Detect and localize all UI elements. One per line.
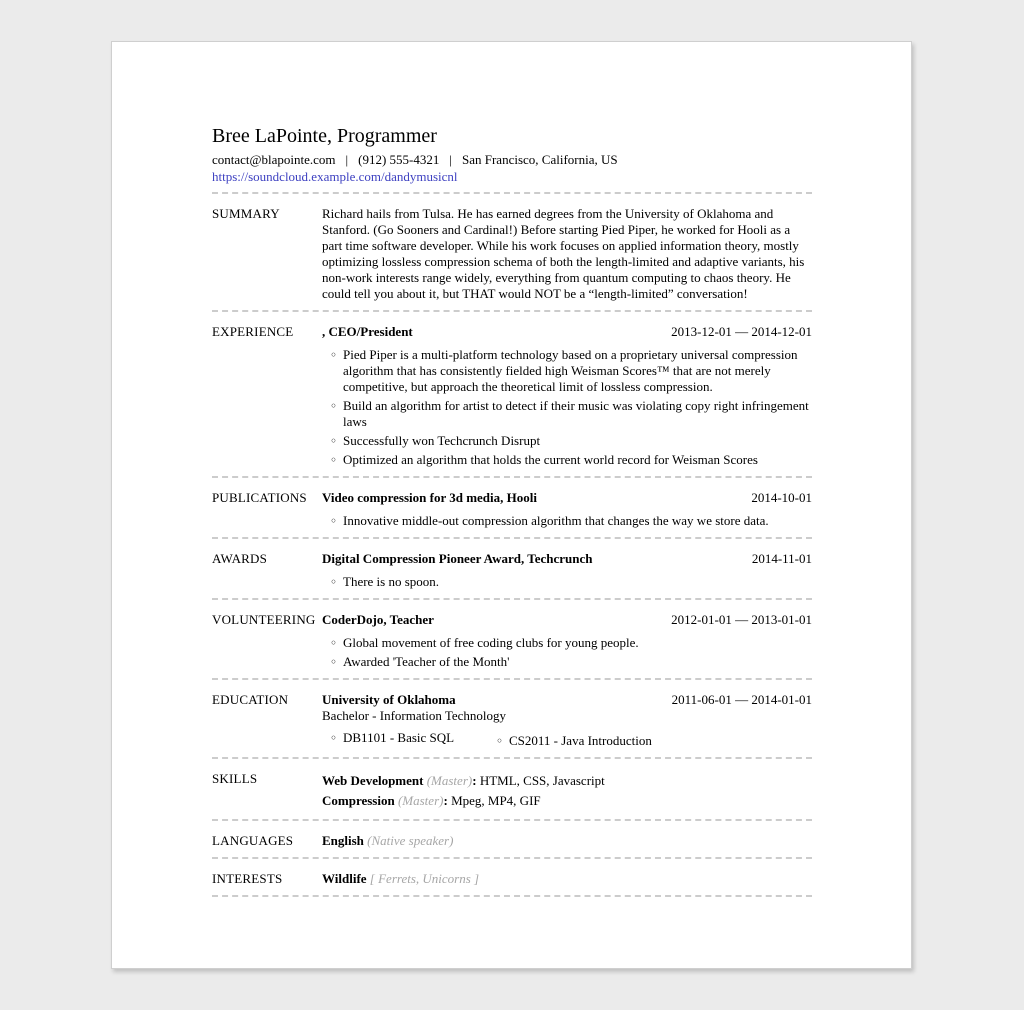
bullet-text: Global movement of free coding clubs for young people. [343, 635, 639, 650]
award-title: Digital Compression Pioneer Award, Techcrunch [322, 551, 593, 566]
education-title-row [322, 692, 812, 708]
circle-bullet-icon: ◦ [330, 514, 338, 528]
circle-bullet-icon: ◦ [330, 399, 338, 413]
section-label-summary: SUMMARY [212, 206, 280, 221]
section-volunteering [212, 600, 812, 678]
list-item [322, 635, 812, 651]
bullet-text: Optimized an algorithm that holds the current world record for Weisman Scores [343, 452, 758, 467]
section-interests [212, 859, 812, 895]
resume-header [212, 125, 812, 186]
skill-keywords: HTML, CSS, Javascript [479, 773, 605, 788]
language-item [322, 833, 812, 849]
section-label-experience: EXPERIENCE [212, 324, 294, 339]
contact-line [212, 152, 812, 168]
contact-location: San Francisco, California, US [461, 152, 618, 167]
publication-dates: 2014-10-01 [751, 490, 812, 505]
language-level: (Native speaker) [367, 833, 454, 848]
section-skills [212, 759, 812, 819]
publication-title-row [322, 490, 812, 506]
education-degree: Bachelor - Information Technology [322, 708, 507, 723]
section-experience [212, 312, 812, 476]
section-label-volunteering: VOLUNTEERING [212, 612, 316, 627]
skill-keywords: Mpeg, MP4, GIF [451, 793, 541, 808]
skill-name: Compression [322, 793, 395, 808]
contact-phone: (912) 555-4321 [358, 152, 440, 167]
section-education [212, 680, 812, 757]
circle-bullet-icon: ◦ [330, 434, 338, 448]
interest-item [322, 871, 812, 887]
bullet-text: Innovative middle-out compression algorithm that changes the way we store data. [343, 513, 769, 528]
education-dates: 2011-06-01 — 2014-01-01 [671, 692, 812, 707]
publication-title: Video compression for 3d media, Hooli [322, 490, 537, 505]
skill-item [322, 791, 812, 811]
circle-bullet-icon: ◦ [330, 655, 338, 669]
interest-keywords: [ Ferrets, Unicorns ] [369, 871, 480, 886]
list-item [488, 733, 652, 749]
list-item [322, 654, 812, 670]
section-label-skills: SKILLS [212, 771, 258, 786]
circle-bullet-icon: ◦ [330, 636, 338, 650]
bullet-text: Pied Piper is a multi-platform technology based on a proprietary universal compression algorithm that has consistently fielded high Weisman Scores™ that are not merely competitive, but approach the theoretical limit of lossless compression. [343, 347, 798, 394]
resume-page [111, 41, 912, 969]
circle-bullet-icon: ◦ [330, 731, 338, 745]
award-bullets [322, 574, 812, 590]
volunteering-title: CoderDojo, Teacher [322, 612, 434, 627]
section-label-languages: LANGUAGES [212, 833, 294, 848]
section-publications [212, 478, 812, 537]
bullet-text: Awarded 'Teacher of the Month' [343, 654, 510, 669]
list-item [322, 574, 812, 590]
summary-text: Richard hails from Tulsa. He has earned degrees from the University of Oklahoma and Stanford. (Go Sooners and Cardinal!) Before starting Pied Piper, he worked for Hooli as a part time software developer. While his work focuses on applied information theory, mostly optimizing lossless compression schema of both the length-limited and adaptive variants, his non-work interests range widely, everything from quantum computing to chaos theory. He could tell you about it, but THAT would NOT be a “length-limited” conversation! [322, 206, 805, 301]
experience-dates: 2013-12-01 — 2014-12-01 [671, 324, 812, 339]
circle-bullet-icon: ◦ [330, 453, 338, 467]
list-item [322, 452, 812, 468]
volunteering-bullets [322, 635, 812, 670]
page-title: Bree LaPointe, Programmer [212, 125, 437, 147]
skill-name: Web Development [322, 773, 424, 788]
list-item [322, 730, 488, 749]
language-name: English [322, 833, 364, 848]
education-courses [322, 730, 812, 749]
interest-name: Wildlife [322, 871, 367, 886]
section-divider [212, 895, 812, 897]
pipe-separator: | [345, 152, 349, 167]
pipe-separator: | [449, 152, 452, 167]
award-title-row [322, 551, 812, 567]
contact-email: contact@blapointe.com [212, 152, 336, 167]
section-summary [212, 194, 812, 310]
section-label-awards: AWARDS [212, 551, 268, 566]
skill-colon: : [472, 773, 477, 788]
circle-bullet-icon: ◦ [330, 575, 338, 589]
volunteering-title-row [322, 612, 812, 628]
resume-content [112, 42, 911, 897]
experience-title-row [322, 324, 812, 340]
publication-bullets [322, 513, 812, 529]
section-label-education: EDUCATION [212, 692, 289, 707]
course-text: DB1101 - Basic SQL [343, 730, 455, 745]
section-languages [212, 821, 812, 857]
list-item [322, 513, 812, 529]
skill-colon: : [443, 793, 448, 808]
bullet-text: Build an algorithm for artist to detect if their music was violating copy right infringement laws [343, 398, 809, 429]
volunteering-dates: 2012-01-01 — 2013-01-01 [671, 612, 812, 627]
award-dates: 2014-11-01 [751, 551, 812, 566]
experience-bullets [322, 347, 812, 468]
section-label-publications: PUBLICATIONS [212, 490, 307, 505]
bullet-text: There is no spoon. [343, 574, 440, 589]
list-item [322, 398, 812, 430]
skill-level: (Master) [397, 793, 444, 808]
list-item [322, 347, 812, 395]
list-item [322, 433, 812, 449]
section-label-interests: INTERESTS [212, 871, 283, 886]
education-institution: University of Oklahoma [322, 692, 456, 707]
course-text: CS2011 - Java Introduction [509, 733, 652, 748]
profile-link[interactable]: https://soundcloud.example.com/dandymusicnl [212, 169, 458, 184]
skill-item [322, 771, 812, 791]
circle-bullet-icon: ◦ [496, 734, 504, 748]
bullet-text: Successfully won Techcrunch Disrupt [343, 433, 541, 448]
skill-level: (Master) [426, 773, 473, 788]
circle-bullet-icon: ◦ [330, 348, 338, 362]
section-awards [212, 539, 812, 598]
experience-title: , CEO/President [322, 324, 413, 339]
